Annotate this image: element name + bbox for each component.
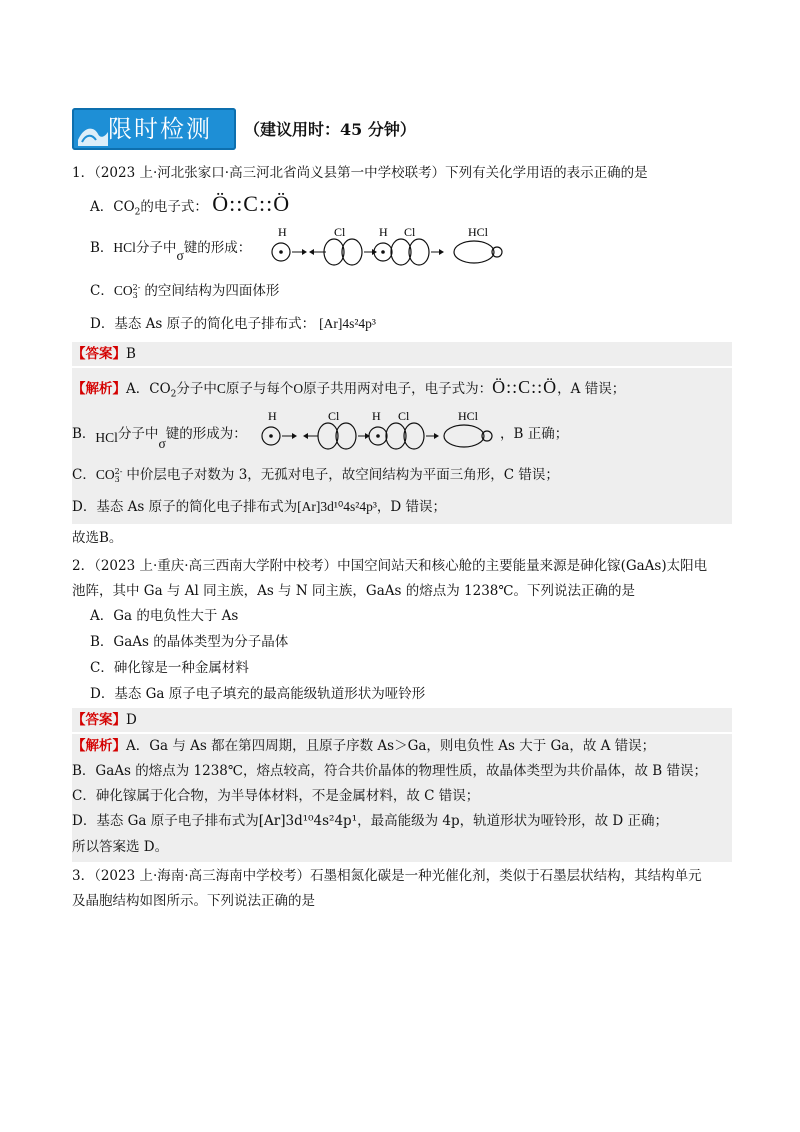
analysis-h-overlap-electron: [376, 434, 380, 438]
analysis-label-hcl: HCl: [458, 409, 479, 423]
q1-analysis-a-mid2: 原子与每个: [225, 381, 294, 397]
q2-stem-line1: 2．（2023 上·重庆·高三西南大学附中校考）中国空间站天和核心舱的主要能量来源是砷化镓(GaAs)太阳电: [72, 558, 708, 574]
diagram-label-cl: Cl: [334, 225, 346, 239]
q1-analysis-c-pre: C．: [72, 467, 96, 483]
q1-option-c-prefix: C．: [90, 283, 114, 299]
q1-analysis-c-sub: 3: [114, 474, 120, 484]
q1-analysis-b-pre: B．: [72, 426, 96, 442]
q1-option-a-formula: Ö::C::Ö: [212, 191, 291, 216]
analysis-cl-overlap-right: [404, 423, 424, 449]
q1-option-c-sub: 3: [132, 290, 138, 300]
q1-analysis-d-end: ，D 错误；: [376, 499, 447, 515]
q2-answer-value: D: [126, 712, 137, 728]
q1-option-a: [90, 191, 291, 223]
q1-analysis-c: [72, 465, 559, 485]
diagram-label-hcl: HCl: [468, 225, 489, 239]
q1-option-d: [90, 314, 376, 334]
q1-option-a-sub: 2: [134, 207, 141, 218]
q1-analysis-a-mid3: 原子共用两对电子，电子式为：: [303, 381, 493, 397]
q1-option-c: [90, 281, 279, 301]
q1-analysis-c-sup: 2-: [114, 466, 123, 476]
q1-analysis-label: 【解析】: [72, 381, 126, 397]
q1-answer-label: 【答案】: [72, 346, 126, 362]
q1-option-b: [90, 238, 252, 263]
q2-conclusion: 所以答案选 D。: [72, 839, 169, 855]
q1-option-c-sup: 2-: [132, 282, 141, 292]
q1-option-d-text: D．基态 As 原子的简化电子排布式：: [90, 316, 316, 332]
q2-stem-line2: 池阵，其中 Ga 与 Al 同主族，As 与 N 同主族，GaAs 的熔点为 1238℃。下列说法正确的是: [72, 583, 635, 599]
q2-answer: [72, 710, 137, 730]
cl-orbital-overlap-right: [409, 239, 429, 265]
cl-p-orbital-left-lobe: [324, 239, 344, 265]
q1-analysis-a-mid: 分子中: [176, 381, 217, 397]
q1-analysis-a-pre: A．CO: [126, 381, 171, 397]
q1-analysis-a-sub: 2: [170, 389, 177, 400]
analysis-arrowhead-mid-2: [434, 433, 439, 439]
q2-analysis-b: B．GaAs 的熔点为 1238℃，熔点较高，符合共价晶体的物理性质，故晶体类型为共价晶体，故 B 错误；: [72, 763, 707, 779]
q1-answer: [72, 344, 136, 364]
section-title: 限时检测: [108, 115, 212, 143]
q1-analysis-c-ion: CO: [95, 467, 115, 482]
q1-analysis-b: [72, 424, 247, 451]
q2-analysis-c: C．砷化镓属于化合物，为半导体材料，不是金属材料，故 C 错误；: [72, 788, 480, 804]
cl-p-orbital-right-lobe: [342, 239, 362, 265]
q2-option-c: C．砷化镓是一种金属材料: [90, 660, 249, 676]
q1-analysis-a-o: O: [293, 381, 304, 396]
q2-option-b: B．GaAs 的晶体类型为分子晶体: [90, 634, 289, 650]
q3-stem-line1: 3．（2023 上·海南·高三海南中学校考）石墨相氮化碳是一种光催化剂，类似于石墨层状结构，其结构单元: [72, 868, 702, 884]
q2-analysis-d: D．基态 Ga 原子电子排布式为[Ar]3d¹⁰4s²4p¹，最高能级为 4p，轨道形状为哑铃形，故 D 正确；: [72, 813, 669, 829]
q1-analysis-sigma-diagram: [258, 408, 498, 454]
q2-option-a: A．Ga 的电负性大于 As: [90, 608, 239, 624]
q2-analysis-a-text: A．Ga 与 As 都在第四周期，且原子序数 As＞Ga，则电负性 As 大于 Ga，故 A 错误；: [126, 738, 656, 754]
q1-analysis-b-mid: 分子中: [117, 426, 159, 442]
q1-analysis-b-mid2: 键的形成为：: [165, 426, 247, 442]
q1-answer-value: B: [126, 346, 136, 362]
diagram-label-cl2: Cl: [404, 225, 416, 239]
q1-option-b-prefix: B．: [90, 240, 114, 256]
q1-option-a-suffix: 的电子式：: [140, 199, 208, 215]
q2-option-d: D．基态 Ga 原子电子填充的最高能级轨道形状为哑铃形: [90, 686, 426, 702]
q1-analysis-a: [72, 377, 625, 405]
q1-analysis-c-text: 中价层电子对数为 3，无孤对电子，故空间结构为平面三角形，C 错误；: [126, 467, 559, 483]
q1-answer-band: [72, 342, 732, 366]
analysis-label-cl: Cl: [328, 409, 340, 423]
analysis-arrowhead-right: [292, 433, 297, 439]
q1-option-b-sigma: σ: [176, 248, 184, 263]
diagram-label-h: H: [278, 225, 287, 239]
wave-icon: [76, 122, 110, 146]
q1-analysis-d-text: D．基态 As 原子的简化电子排布式为: [72, 499, 298, 515]
q1-analysis-a-c: C: [216, 381, 226, 396]
analysis-cl-lobe-left: [318, 423, 338, 449]
q1-analysis-b-sigma: σ: [158, 436, 166, 451]
q1-option-c-ion: CO: [113, 283, 133, 298]
q1-analysis-b-hcl: HCl: [95, 430, 118, 445]
q1-option-b-hcl: HCl: [113, 240, 136, 255]
arrowhead-left: [309, 249, 314, 255]
analysis-label-cl2: Cl: [398, 409, 410, 423]
q2-analysis-a: [72, 736, 655, 756]
time-note: （建议用时：45 分钟）: [244, 120, 416, 139]
arrowhead-mid-2: [439, 249, 444, 255]
q1-analysis-a-end: ，A 错误；: [557, 381, 626, 397]
q1-option-d-config: [Ar]4s²4p³: [319, 316, 376, 331]
cl-orbital-overlap-left: [391, 239, 411, 265]
q2-analysis-label: 【解析】: [72, 738, 126, 754]
analysis-cl-overlap-left: [386, 423, 406, 449]
q1-analysis-d-config: [Ar]3d¹⁰4s²4p³: [297, 499, 377, 514]
q1-analysis-b-end: ，B 正确；: [500, 426, 569, 442]
hcl-sigma-orbital: [454, 241, 494, 263]
analysis-label-h: H: [268, 409, 277, 423]
q1-option-c-suffix: 的空间结构为四面体形: [144, 283, 280, 299]
q1-conclusion: 故选B。: [72, 530, 123, 546]
q1-sigma-bond-diagram: [268, 224, 508, 270]
q1-option-b-mid: 分子中: [135, 240, 177, 256]
q2-answer-band: [72, 708, 732, 732]
q1-analysis-d: [72, 497, 446, 517]
q2-answer-label: 【答案】: [72, 712, 126, 728]
diagram-label-h2: H: [379, 225, 388, 239]
h-electron: [279, 250, 283, 254]
analysis-arrowhead-left: [303, 433, 308, 439]
analysis-label-h2: H: [372, 409, 381, 423]
section-badge: [72, 108, 236, 150]
q1-option-b-suffix: 键的形成：: [183, 240, 252, 256]
h-electron-overlap: [381, 250, 385, 254]
q1-analysis-a-formula: Ö::C::Ö: [492, 377, 558, 397]
q1-option-a-prefix: A．CO: [90, 199, 135, 215]
analysis-h-electron: [269, 434, 273, 438]
analysis-hcl-orbital: [444, 425, 484, 447]
q3-stem-line2: 及晶胞结构如图所示。下列说法正确的是: [72, 893, 315, 909]
arrowhead-right: [302, 249, 307, 255]
analysis-cl-lobe-right: [336, 423, 356, 449]
q1-stem: 1．（2023 上·河北张家口·高三河北省尚义县第一中学校联考）下列有关化学用语的表示正确的是: [72, 165, 648, 181]
